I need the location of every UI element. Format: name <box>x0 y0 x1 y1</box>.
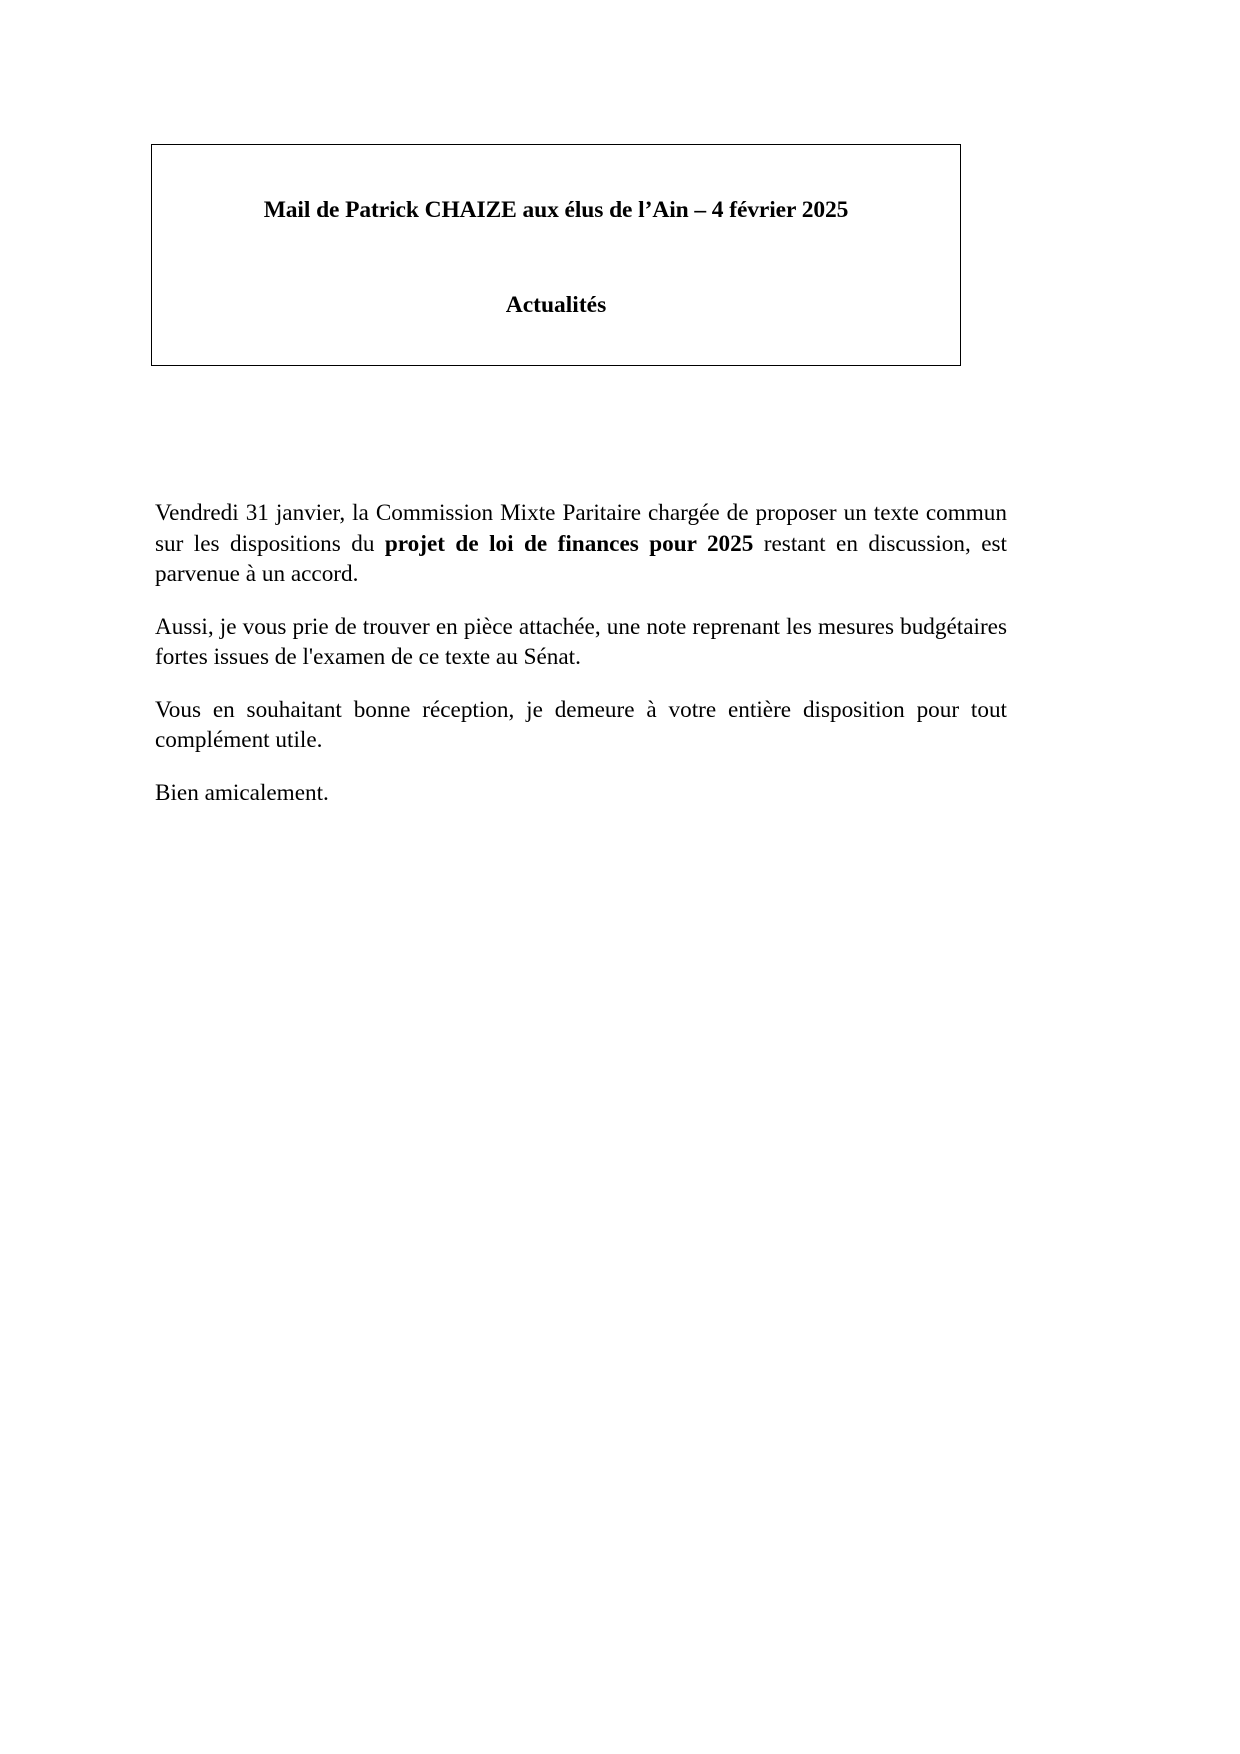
paragraph-4 <box>155 778 1007 809</box>
header-subtitle: Actualités <box>505 292 607 318</box>
body-text-run: Bien amicalement. <box>155 779 329 806</box>
paragraph-3 <box>155 695 1007 756</box>
body-text <box>155 498 1007 808</box>
page-title: Mail de Patrick CHAIZE aux élus de l’Ain – 4 février 2025 <box>263 197 849 223</box>
body-text-run: Vendredi 31 janvier, la Commission Mixte Paritaire chargée de proposer un texte commun sur les dispositions du <box>155 500 1007 557</box>
emphasis-text: projet de loi de finances pour 2025 <box>384 530 754 557</box>
body-text-run: Vous en souhaitant bonne réception, je demeure à votre entière disposition pour tout complément utile. <box>155 696 1007 753</box>
body-text-run: restant en discussion, est parvenue à un accord. <box>155 530 1007 587</box>
paragraph-2 <box>155 612 1007 673</box>
paragraph-1 <box>155 498 1007 590</box>
body-text-run: Aussi, je vous prie de trouver en pièce attachée, une note reprenant les mesures budgétaires fortes issues de l'examen de ce texte au Sénat. <box>155 613 1007 670</box>
header-box <box>151 144 961 366</box>
